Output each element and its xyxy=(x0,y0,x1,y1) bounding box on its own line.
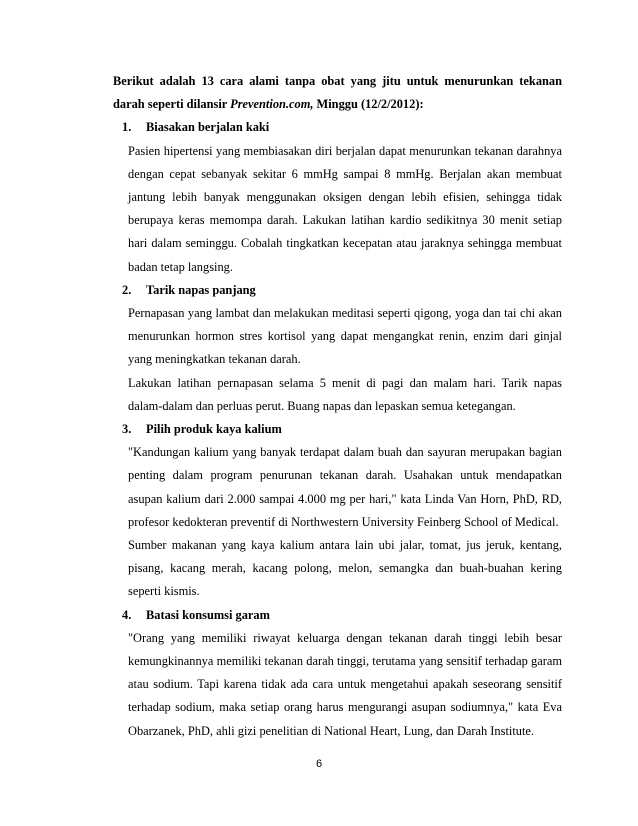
item-paragraph: Pasien hipertensi yang membiasakan diri berjalan dapat menurunkan tekanan darahnya dengan cepat sebanyak sekitar 6 mmHg sampai 8 mmHg. Berjalan akan membuat jantung lebih banyak menggunakan oksigen dengan lebih efisien, sehingga tidak berupaya keras memompa darah. Lakukan latihan kardio sedikitnya 30 menit setiap hari dalam seminggu. Cobalah tingkatkan kecepatan atau jaraknya sehingga membuat badan tetap langsing. xyxy=(128,143,562,274)
page-number: 6 xyxy=(315,758,323,770)
item-heading xyxy=(122,604,562,627)
intro-text-after: Minggu (12/2/2012): xyxy=(313,97,424,112)
item-paragraph: Pernapasan yang lambat dan melakukan meditasi seperti qigong, yoga dan tai chi akan menurunkan hormon stres kortisol yang dapat mengangkat renin, enzim dari ginjal yang meningkatkan tekanan darah. xyxy=(128,306,562,367)
item-title: Pilih produk kaya kalium xyxy=(146,422,282,437)
item-heading xyxy=(122,279,562,302)
item-heading xyxy=(122,116,562,139)
list-item xyxy=(113,418,562,604)
intro-paragraph xyxy=(113,70,562,116)
list-item xyxy=(113,116,562,278)
item-number: 2. xyxy=(122,282,132,297)
item-title: Tarik napas panjang xyxy=(146,282,256,297)
item-title: Biasakan berjalan kaki xyxy=(146,120,270,135)
item-heading xyxy=(122,418,562,441)
item-paragraph: "Kandungan kalium yang banyak terdapat dalam buah dan sayuran merupakan bagian penting dalam program penurunan tekanan darah. Usahakan untuk mendapatkan asupan kalium dari 2.000 sampai 4.000 mg per hari," kata Linda Van Horn, PhD, RD, profesor kedokteran preventif di Northwestern University Feinberg School of Medical. xyxy=(128,445,562,529)
item-number: 1. xyxy=(122,120,132,135)
list-item xyxy=(113,279,562,418)
item-paragraph: Lakukan latihan pernapasan selama 5 menit di pagi dan malam hari. Tarik napas dalam-dalam dan perluas perut. Buang napas dan lepaskan semua ketegangan. xyxy=(128,375,562,413)
tips-list xyxy=(113,116,562,742)
item-number: 4. xyxy=(122,607,132,622)
item-title: Batasi konsumsi garam xyxy=(146,607,270,622)
item-paragraph: "Orang yang memiliki riwayat keluarga dengan tekanan darah tinggi lebih besar kemungkinannya memiliki tekanan darah tinggi, terutama yang sensitif terhadap garam atau sodium. Tapi karena tidak ada cara untuk mengetahui apakah seseorang sensitif terhadap sodium, maka setiap orang harus mengurangi asupan sodiumnya," kata Eva Obarzanek, PhD, ahli gizi penelitian di National Heart, Lung, dan Darah Institute. xyxy=(128,630,562,738)
item-number: 3. xyxy=(122,422,132,437)
item-paragraph: Sumber makanan yang kaya kalium antara lain ubi jalar, tomat, jus jeruk, kentang, pisang, kacang merah, kacang polong, melon, semangka dan buah-buahan kering seperti kismis. xyxy=(128,538,562,599)
page-content xyxy=(113,70,562,743)
intro-text-before: Berikut adalah 13 cara alami tanpa obat yang jitu untuk menurunkan tekanan darah seperti dilansir xyxy=(113,74,562,112)
intro-source: Prevention.com, xyxy=(230,97,314,112)
list-item xyxy=(113,604,562,743)
